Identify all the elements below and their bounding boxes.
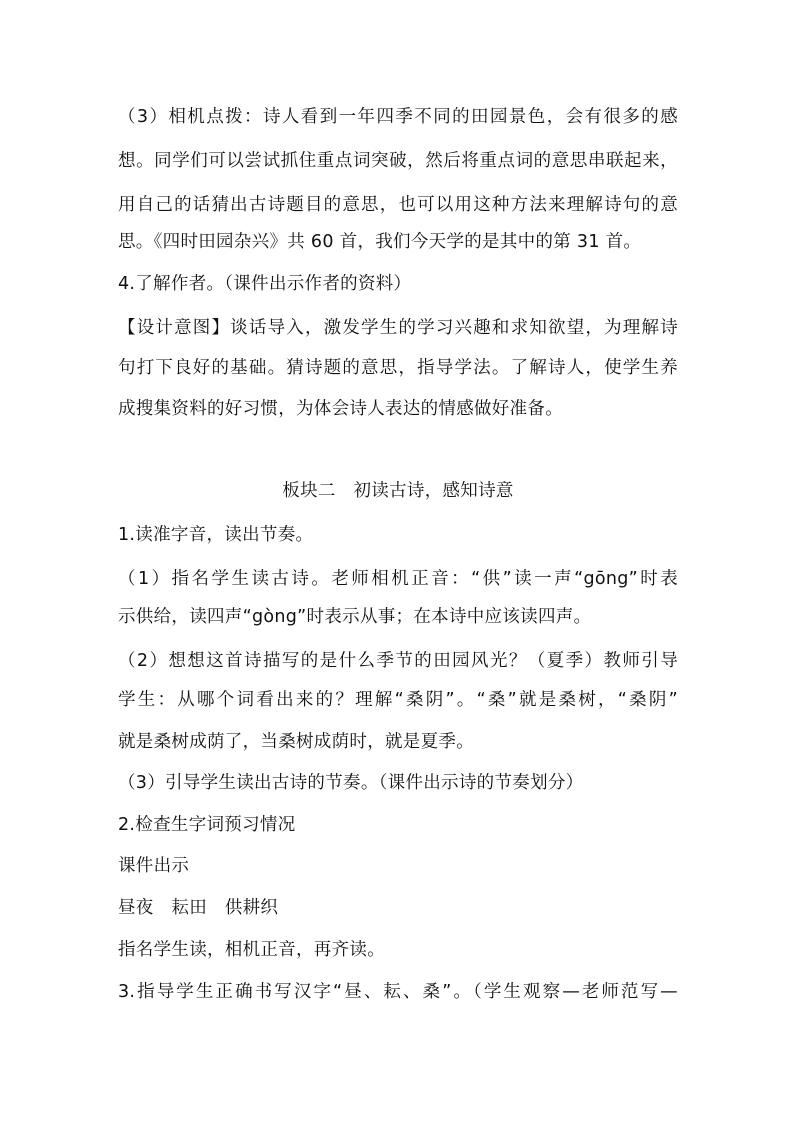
paragraph-line: 就是桑树成荫了，当桑树成荫时，就是夏季。 (118, 732, 474, 752)
paragraph-line: （1）指名学生读古诗。老师相机正音：“供”读一声“gōng”时表 (118, 569, 678, 589)
paragraph-line: 4.了解作者。（课件出示作者的资料） (118, 274, 412, 294)
paragraph-line: （3）引导学生读出古诗的节奏。（课件出示诗的节奏划分） (118, 773, 584, 793)
paragraph-line: 用自己的话猜出古诗题目的意思，也可以用这种方法来理解诗句的意 (118, 195, 678, 215)
paragraph-line: 学生：从哪个词看出来的？理解“桑阴”。“桑”就是桑树，“桑阴” (118, 690, 678, 710)
paragraph-line: 想。同学们可以尝试抓住重点词突破，然后将重点词的意思串联起来， (118, 151, 678, 171)
section-heading: 板块二 初读古诗，感知诗意 (282, 481, 514, 501)
paragraph-line: 3.指导学生正确书写汉字“昼、耘、桑”。（学生观察—老师范写— (118, 982, 678, 1002)
paragraph-line: 思。《四时田园杂兴》共 60 首，我们今天学的是其中的第 31 首。 (118, 232, 642, 252)
paragraph-line: 1.读准字音，读出节奏。 (118, 525, 314, 545)
paragraph-line: （2）想想这首诗描写的是什么季节的田园风光？（夏季）教师引导 (118, 651, 678, 671)
paragraph-line: 指名学生读，相机正音，再齐读。 (118, 940, 385, 960)
paragraph-line: 昼夜 耘田 供耕织 (118, 898, 279, 918)
design-intent-line: 成搜集资料的好习惯，为体会诗人表达的情感做好准备。 (118, 399, 563, 419)
design-intent-line: 【设计意图】谈话导入，激发学生的学习兴趣和求知欲望，为理解诗 (118, 318, 678, 338)
paragraph-line: （3）相机点拨：诗人看到一年四季不同的田园景色，会有很多的感 (118, 107, 678, 127)
paragraph-line: 课件出示 (118, 856, 190, 876)
paragraph-line: 示供给，读四声“gòng”时表示从事；在本诗中应该读四声。 (118, 607, 592, 627)
paragraph-line: 2.检查生字词预习情况 (118, 815, 296, 835)
design-intent-line: 句打下良好的基础。猜诗题的意思，指导学法。了解诗人，使学生养 (118, 358, 678, 378)
